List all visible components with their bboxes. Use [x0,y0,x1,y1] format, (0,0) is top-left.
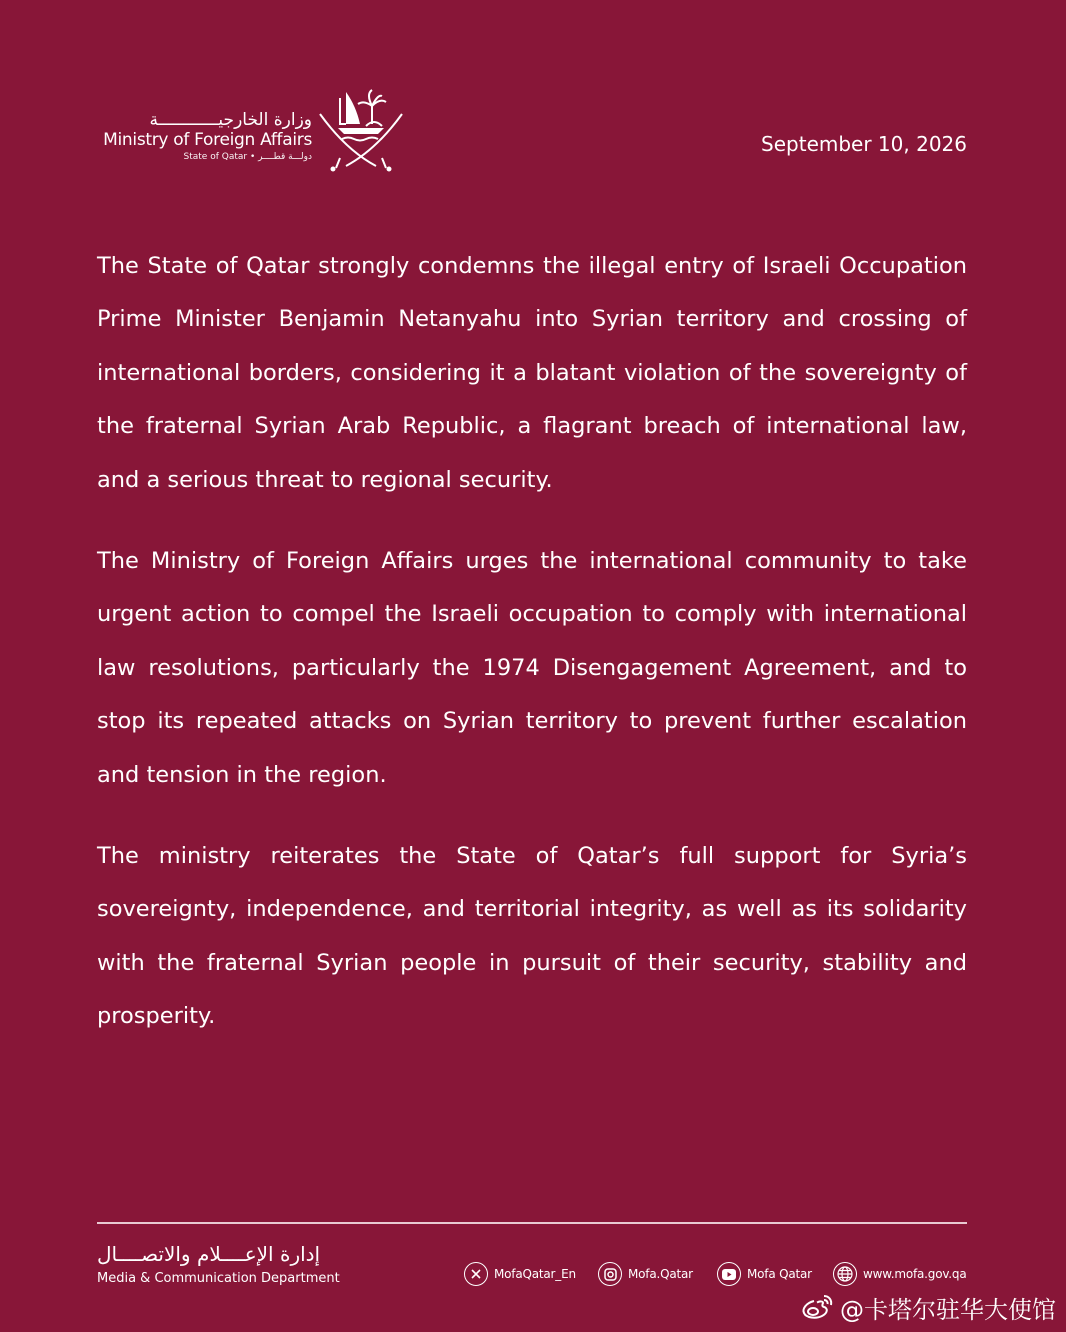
globe-icon [833,1262,857,1286]
qatar-emblem-icon [316,84,406,174]
statement-paragraph-1: The State of Qatar strongly condemns the illegal entry of Israeli Occupation Prime Minister Benjamin Netanyahu into Syrian territory and crossing of international borders, considering it a blatant violation of the sovereignty of the fraternal Syrian Arab Republic, a flagrant breach of international law, and a serious threat to regional security. [97,253,967,493]
social-youtube-label: Mofa Qatar [747,1267,812,1281]
department-name-arabic: إدارة الإعــــلام والاتصــــال [97,1242,321,1266]
ministry-name-block [97,110,312,164]
footer-divider [97,1222,967,1224]
social-website-label: www.mofa.gov.qa [863,1267,967,1281]
social-x-label: MofaQatar_En [494,1267,576,1281]
social-x[interactable] [464,1261,576,1287]
social-instagram[interactable] [598,1261,693,1287]
department-name-english: Media & Communication Department [97,1271,340,1286]
weibo-handle: @卡塔尔驻华大使馆 [840,1295,1056,1324]
statement-paragraph-3: The ministry reiterates the State of Qatar’s full support for Syria’s sovereignty, independence, and territorial integrity, as well as its solidarity with the fraternal Syrian people in pursuit of their security, stability and prosperity. [97,843,967,1030]
weibo-watermark [800,1289,1056,1325]
x-icon [464,1262,488,1286]
instagram-icon [598,1262,622,1286]
ministry-name-arabic: وزارة الخارجيــــــــــــة [149,110,312,130]
ministry-name-english: Ministry of Foreign Affairs [103,130,312,150]
social-instagram-label: Mofa.Qatar [628,1267,693,1281]
social-youtube[interactable] [717,1261,812,1287]
letterhead [97,84,967,174]
statement-body [97,240,967,1072]
department-block [97,1240,352,1288]
weibo-icon [800,1292,834,1322]
statement-paragraph-2: The Ministry of Foreign Affairs urges the international community to take urgent action to compel the Israeli occupation to comply with international law resolutions, particularly the 1974 Disengagement Agreement, and to stop its repeated attacks on Syrian territory to prevent further escalation and tension in the region. [97,548,967,788]
youtube-icon [717,1262,741,1286]
social-website[interactable] [833,1261,967,1287]
ministry-subtitle: State of Qatar • دولـــة قطــــر [183,152,312,162]
statement-date: September 10, 2026 [761,132,967,156]
